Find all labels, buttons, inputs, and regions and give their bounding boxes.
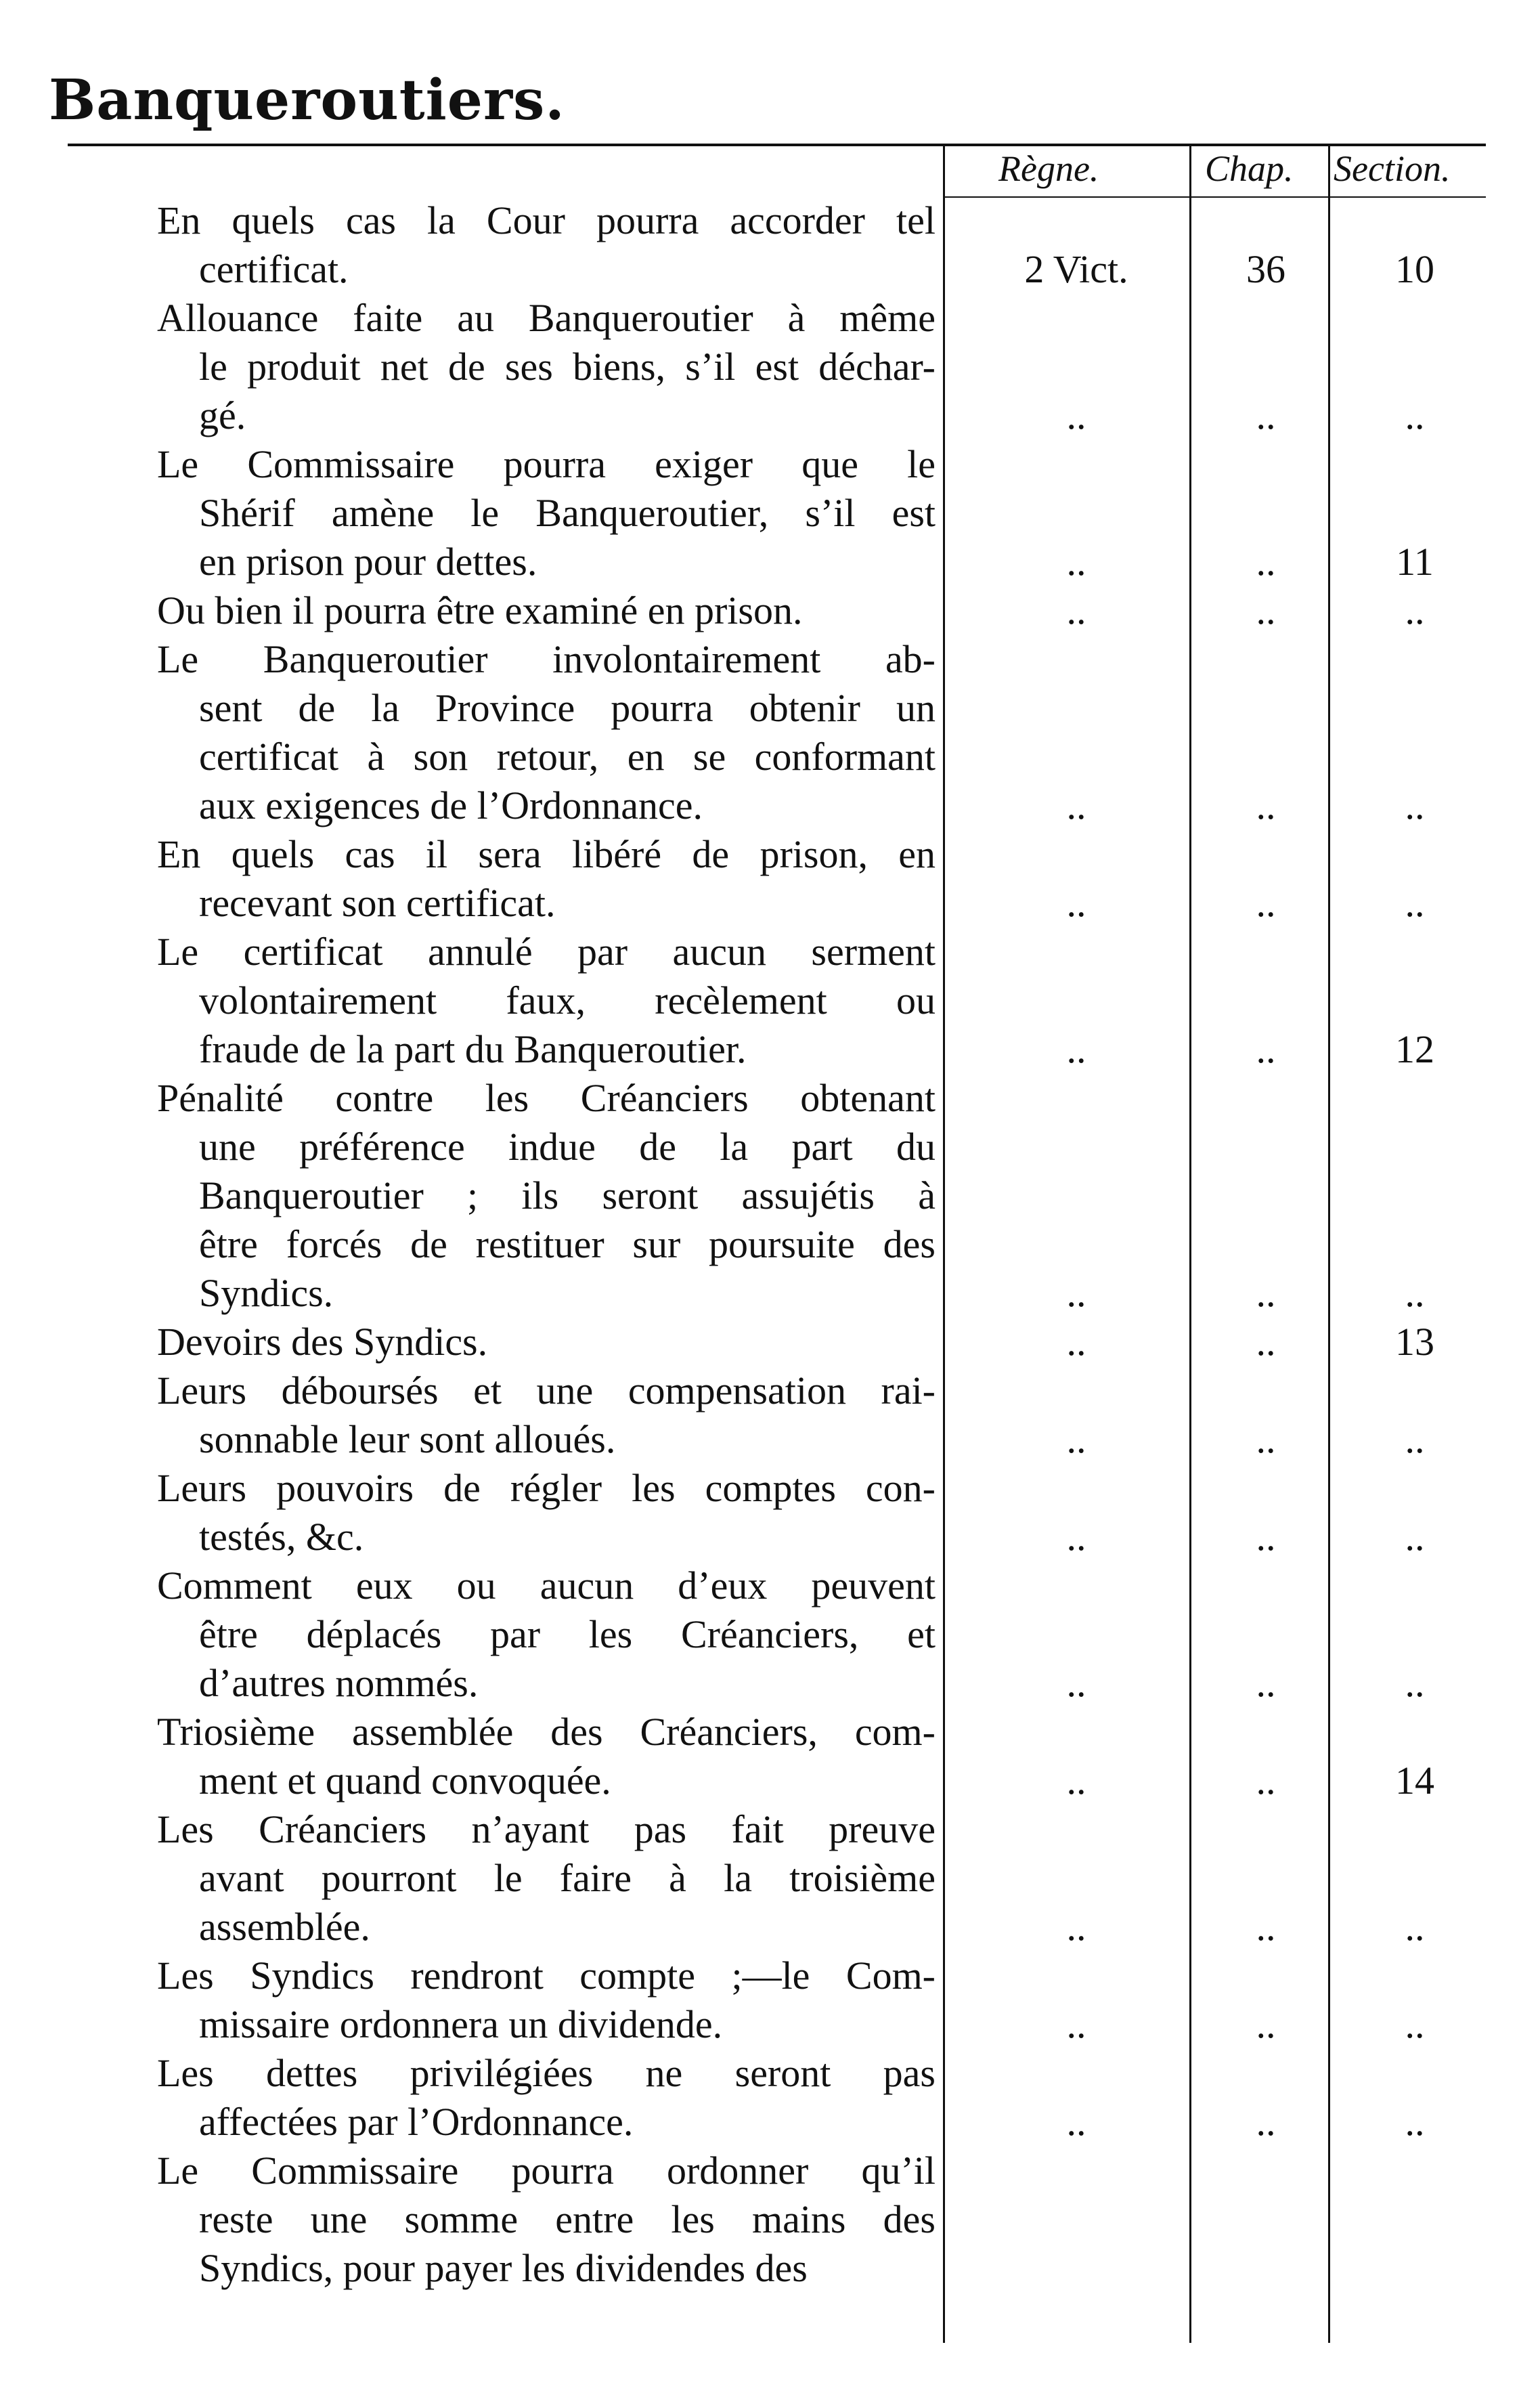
index-entry: [157, 1708, 936, 1805]
entry-text-line: Leurs déboursés et une compensation rai-: [157, 1368, 936, 1412]
entry-text-line: une préférence indue de la part du: [199, 1125, 936, 1169]
entry-text-line: sent de la Province pourra obtenir un: [199, 686, 936, 730]
entry-text-line: Devoirs des Syndics.: [157, 1320, 488, 1364]
section-cell: 13: [1395, 1320, 1434, 1364]
entry-text-line: certificat à son retour, en se conformant: [199, 735, 936, 779]
chap-cell: ..: [1256, 1271, 1276, 1315]
entry-text-line: Allouance faite au Banqueroutier à même: [157, 296, 936, 340]
entry-text-line: Le Banqueroutier involontairement ab-: [157, 637, 936, 681]
entry-text-line: le produit net de ses biens, s’il est déchar-: [199, 345, 936, 389]
section-cell: ..: [1405, 393, 1425, 437]
entry-text-line: ment et quand convoquée.: [199, 1759, 611, 1803]
index-entry: [157, 1464, 936, 1561]
index-entry: [157, 294, 936, 440]
regne-cell: ..: [1066, 2100, 1086, 2144]
chap-cell: ..: [1256, 1417, 1276, 1461]
entry-text-line: aux exigences de l’Ordonnance.: [199, 783, 703, 827]
entry-text-line: recevant son certificat.: [199, 881, 556, 925]
entry-text-line: fraude de la part du Banqueroutier.: [199, 1027, 747, 1071]
index-entry: [157, 1074, 936, 1318]
entry-text-line: Les Créanciers n’ayant pas fait preuve: [157, 1807, 936, 1851]
column-header-regne: Règne.: [998, 148, 1099, 189]
section-cell: 10: [1395, 247, 1434, 291]
regne-cell: ..: [1066, 1027, 1086, 1071]
entry-text-line: avant pourront le faire à la troisième: [199, 1856, 936, 1900]
chap-cell: ..: [1256, 1320, 1276, 1364]
index-entry: [157, 635, 936, 830]
section-cell: ..: [1405, 1905, 1425, 1949]
entry-text-line: Ou bien il pourra être examiné en prison.: [157, 588, 803, 632]
entry-text-line: Syndics.: [199, 1271, 334, 1315]
entry-text-line: assemblée.: [199, 1905, 370, 1949]
regne-cell: ..: [1066, 1905, 1086, 1949]
regne-cell: ..: [1066, 2002, 1086, 2046]
section-cell: ..: [1405, 1417, 1425, 1461]
regne-cell: ..: [1066, 1320, 1086, 1364]
entry-text-line: Le certificat annulé par aucun serment: [157, 930, 936, 974]
header-rule: [68, 144, 1486, 146]
regne-cell: ..: [1066, 1417, 1086, 1461]
index-entry: [157, 1561, 936, 1708]
index-entry: [157, 1951, 936, 2049]
section-cell: 14: [1395, 1759, 1434, 1803]
running-head-title: Banqueroutiers.: [49, 68, 565, 133]
entry-text-line: Les Syndics rendront compte ;—le Com-: [157, 1954, 936, 1998]
index-entry: [157, 830, 936, 928]
index-entry: [157, 196, 936, 294]
section-cell: 11: [1396, 540, 1434, 584]
column-header-chap: Chap.: [1205, 148, 1294, 189]
entry-text-line: missaire ordonnera un dividende.: [199, 2002, 723, 2046]
section-cell: ..: [1405, 1271, 1425, 1315]
section-cell: ..: [1405, 1515, 1425, 1559]
entry-text-line: Comment eux ou aucun d’eux peuvent: [157, 1563, 936, 1608]
chap-cell: ..: [1256, 1515, 1276, 1559]
regne-cell: ..: [1066, 783, 1086, 827]
column-head-rule: [944, 196, 1486, 198]
section-cell: ..: [1405, 2002, 1425, 2046]
entry-text-line: Pénalité contre les Créanciers obtenant: [157, 1076, 936, 1120]
entry-text-line: volontairement faux, recèlement ou: [199, 978, 936, 1022]
chap-cell: ..: [1256, 783, 1276, 827]
regne-cell: ..: [1066, 588, 1086, 632]
chap-cell: 36: [1246, 247, 1285, 291]
regne-cell: ..: [1066, 1661, 1086, 1705]
column-divider-text: [943, 146, 945, 2343]
index-entry: [157, 440, 936, 586]
regne-cell: ..: [1066, 393, 1086, 437]
entry-text-line: d’autres nommés.: [199, 1661, 479, 1705]
regne-cell: 2 Vict.: [1024, 247, 1128, 291]
entry-text-line: certificat.: [199, 247, 349, 291]
index-entry: [157, 1805, 936, 1951]
entry-text-line: être déplacés par les Créanciers, et: [199, 1612, 936, 1656]
regne-cell: ..: [1066, 540, 1086, 584]
entry-text-line: Triosième assemblée des Créanciers, com-: [157, 1710, 936, 1754]
regne-cell: ..: [1066, 1271, 1086, 1315]
regne-cell: ..: [1066, 1759, 1086, 1803]
entry-text-line: Les dettes privilégiées ne seront pas: [157, 2051, 936, 2095]
entry-text-line: En quels cas il sera libéré de prison, en: [157, 832, 936, 876]
section-cell: ..: [1405, 588, 1425, 632]
entry-text-line: Banqueroutier ; ils seront assujétis à: [199, 1173, 936, 1217]
index-entry: [157, 1366, 936, 1464]
chap-cell: ..: [1256, 1905, 1276, 1949]
section-cell: ..: [1405, 881, 1425, 925]
column-header-section: Section.: [1334, 148, 1451, 189]
section-cell: 12: [1395, 1027, 1434, 1071]
section-cell: ..: [1405, 2100, 1425, 2144]
chap-cell: ..: [1256, 2002, 1276, 2046]
entry-text-line: en prison pour dettes.: [199, 540, 537, 584]
chap-cell: ..: [1256, 588, 1276, 632]
entry-text-line: Le Commissaire pourra ordonner qu’il: [157, 2149, 936, 2193]
chap-cell: ..: [1256, 1759, 1276, 1803]
regne-cell: ..: [1066, 881, 1086, 925]
index-entry: [157, 1318, 936, 1366]
entry-text-line: être forcés de restituer sur poursuite des: [199, 1222, 936, 1266]
chap-cell: ..: [1256, 2100, 1276, 2144]
entry-text-line: Leurs pouvoirs de régler les comptes con-: [157, 1466, 936, 1510]
chap-cell: ..: [1256, 1661, 1276, 1705]
entry-text-line: affectées par l’Ordonnance.: [199, 2100, 634, 2144]
entry-text-line: En quels cas la Cour pourra accorder tel: [157, 198, 936, 242]
regne-cell: ..: [1066, 1515, 1086, 1559]
entry-text-line: sonnable leur sont alloués.: [199, 1417, 616, 1461]
entry-text-line: gé.: [199, 393, 246, 437]
entry-text-line: Syndics, pour payer les dividendes des: [199, 2246, 808, 2290]
entry-text-line: testés, &c.: [199, 1515, 364, 1559]
chap-cell: ..: [1256, 1027, 1276, 1071]
index-entry: [157, 928, 936, 1074]
entry-text-line: reste une somme entre les mains des: [199, 2197, 936, 2241]
index-entry: [157, 2146, 936, 2293]
entry-text-line: Shérif amène le Banqueroutier, s’il est: [199, 491, 936, 535]
index-entry: [157, 2049, 936, 2146]
chap-cell: ..: [1256, 881, 1276, 925]
section-cell: ..: [1405, 783, 1425, 827]
index-entry: [157, 586, 936, 635]
section-cell: ..: [1405, 1661, 1425, 1705]
chap-cell: ..: [1256, 393, 1276, 437]
chap-cell: ..: [1256, 540, 1276, 584]
entry-text-line: Le Commissaire pourra exiger que le: [157, 442, 936, 486]
